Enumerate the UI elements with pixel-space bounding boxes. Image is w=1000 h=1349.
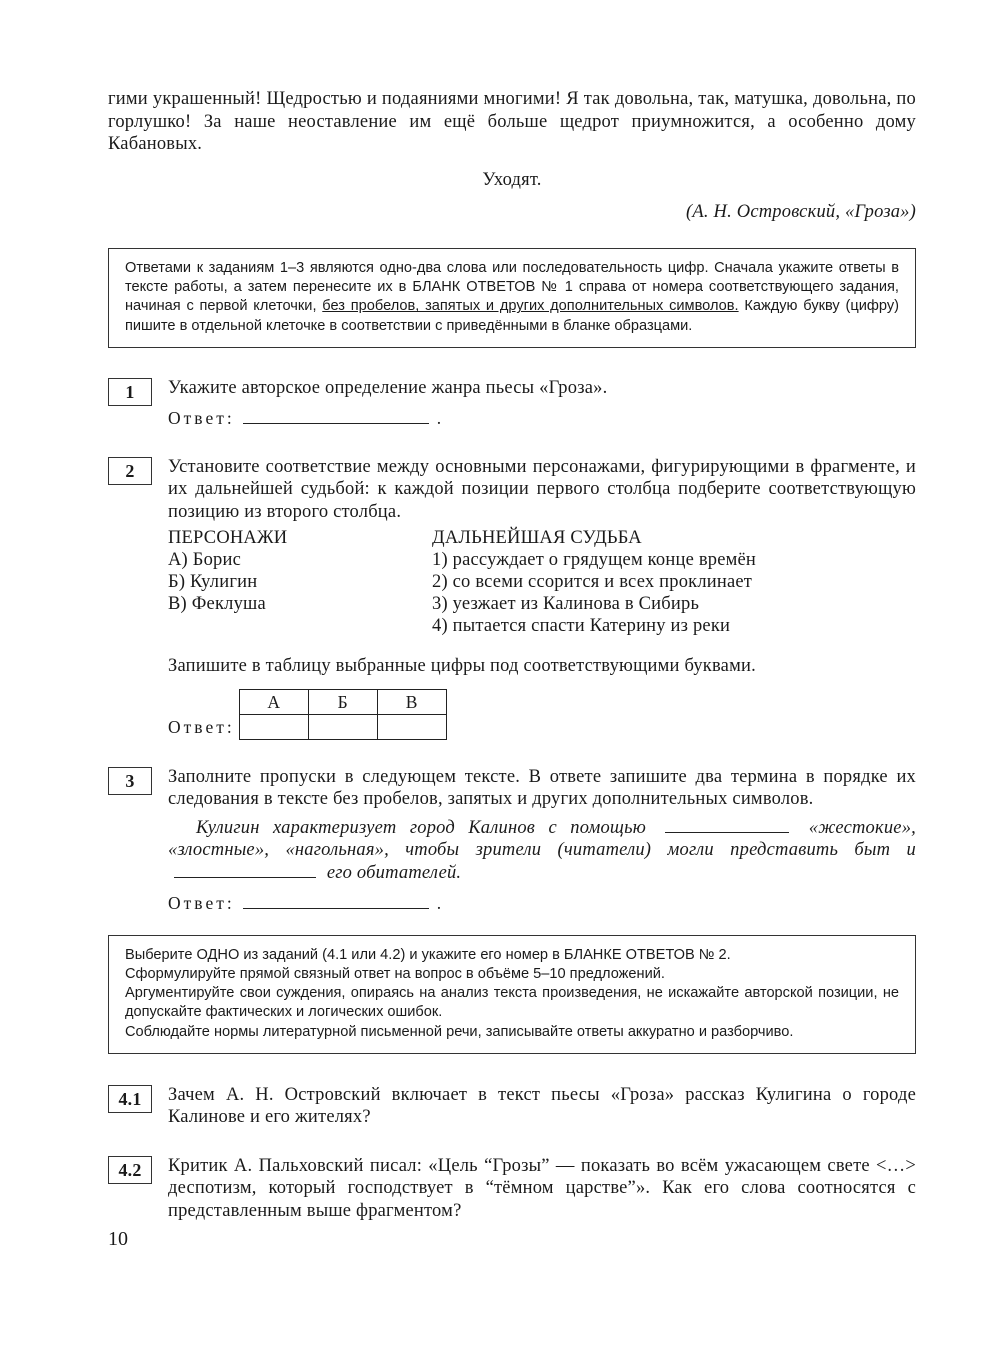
excerpt-text	[108, 88, 916, 156]
fill-text-part: Кулигин характеризует город Калинов с помощью	[196, 817, 646, 838]
table-header-v: В	[377, 689, 446, 714]
answer-label: Ответ:	[168, 893, 235, 914]
column-header: ПЕРСОНАЖИ	[168, 528, 288, 549]
answer-field[interactable]	[243, 892, 429, 909]
blank-gap-1[interactable]	[665, 818, 789, 833]
character-item: Б) Кулигин	[168, 572, 258, 593]
task-question: Установите соответствие между основными персонажами, фигурирующими в фрагменте, и их дальнейшей судьбой: к каждой позиции первого столбца подберите соответствующую позицию из второго столбца.	[168, 456, 916, 522]
task-question: Укажите авторское определение жанра пьесы «Гроза».	[168, 377, 608, 398]
task-4-2	[108, 1155, 916, 1223]
table-instruction: Запишите в таблицу выбранные цифры под соответствующими буквами.	[168, 656, 756, 677]
answer-end: .	[436, 893, 442, 914]
matching-columns	[168, 527, 916, 637]
task-number-box: 4.1	[108, 1085, 152, 1113]
characters-column	[168, 527, 432, 637]
character-item: А) Борис	[168, 550, 241, 571]
task-question: Критик А. Пальховский писал: «Цель “Грозы” — показать во всём ужасающем свете <…> деспотизм, который господствует в “тёмном царстве”». Как его слова соотносятся с представленным выше фрагментом?	[168, 1155, 916, 1221]
task-number-box: 3	[108, 767, 152, 795]
task-question: Зачем А. Н. Островский включает в текст пьесы «Гроза» рассказ Кулигина о городе Калинове и его жителях?	[168, 1084, 916, 1128]
page-number: 10	[108, 1228, 128, 1250]
blank-gap-2[interactable]	[174, 863, 316, 878]
answer-line	[168, 892, 916, 915]
fill-in-text	[168, 817, 916, 885]
answer-table-row	[168, 689, 916, 740]
task-4-1	[108, 1084, 916, 1129]
instructions-text-end: Каждую букву (цифру) пишите в отдельной клеточке в соответствии с приведёнными в бланке образцами.	[125, 298, 899, 334]
fate-item: 2) со всеми ссорится и всех проклинает	[432, 572, 753, 593]
instructions-text: Ответами к заданиям 1–3 являются одно-два слова или последовательность цифр. Сначала укажите ответы в тексте работы, а затем перенесите их в БЛАНК ОТВЕТОВ № 1 справа от номера соответствующего задания, начиная с первой клеточки,	[125, 260, 899, 315]
task-number-box: 1	[108, 378, 152, 406]
answer-table	[239, 689, 447, 740]
table-header-b: Б	[308, 689, 377, 714]
instructions-box-2	[108, 935, 916, 1054]
instruction-line: Соблюдайте нормы литературной письменной речи, записывайте ответы аккуратно и разборчиво.	[125, 1023, 794, 1040]
task-3	[108, 766, 916, 915]
stage-direction: Уходят.	[482, 169, 542, 190]
instruction-line: Сформулируйте прямой связный ответ на вопрос в объёме 5–10 предложений.	[125, 966, 665, 983]
answer-cell-a[interactable]	[239, 714, 308, 739]
task-number-box: 2	[108, 457, 152, 485]
fate-item: 1) рассуждает о грядущем конце времён	[432, 550, 757, 571]
answer-label: Ответ:	[168, 717, 235, 738]
answer-line	[168, 407, 916, 430]
fate-item: 3) уезжает из Калинова в Сибирь	[432, 594, 700, 615]
answer-label: Ответ:	[168, 408, 235, 429]
excerpt-paragraph: гими украшенный! Щедростью и подаяниями многими! Я так довольна, так, матушка, довольна, по горлушко! За наше неоставление им ещё больше щедрот приумножится, а особенно дому Кабановых.	[108, 89, 916, 154]
excerpt-source: (А. Н. Островский, «Гроза»)	[686, 201, 916, 222]
task-1	[108, 377, 916, 430]
fill-text-part: «жестокие», «злостные», «нагольная», чтобы зрители (читатели) могли представить быт и	[168, 817, 916, 861]
answer-end: .	[436, 408, 442, 429]
instructions-underlined: без пробелов, запятых и других дополнительных символов.	[322, 298, 739, 315]
answer-field[interactable]	[243, 407, 429, 424]
table-header-a: А	[239, 689, 308, 714]
fate-column	[432, 527, 916, 637]
fill-text-part: его обитателей.	[326, 862, 462, 883]
exam-page	[108, 88, 916, 1222]
task-question: Заполните пропуски в следующем тексте. В ответе запишите два термина в порядке их следования в тексте без пробелов, запятых и других дополнительных символов.	[168, 766, 916, 810]
fate-item: 4) пытается спасти Катерину из реки	[432, 616, 731, 637]
instructions-box-1	[108, 248, 916, 348]
column-header: ДАЛЬНЕЙШАЯ СУДЬБА	[432, 528, 642, 549]
instruction-line: Аргументируйте свои суждения, опираясь на анализ текста произведения, не искажайте авторской позиции, не допускайте фактических и логических ошибок.	[125, 985, 899, 1021]
answer-cell-v[interactable]	[377, 714, 446, 739]
task-2	[108, 456, 916, 740]
task-number-box: 4.2	[108, 1156, 152, 1184]
character-item: В) Феклуша	[168, 594, 266, 615]
instruction-line: Выберите ОДНО из заданий (4.1 или 4.2) и укажите его номер в БЛАНКЕ ОТВЕТОВ № 2.	[125, 946, 731, 963]
answer-cell-b[interactable]	[308, 714, 377, 739]
